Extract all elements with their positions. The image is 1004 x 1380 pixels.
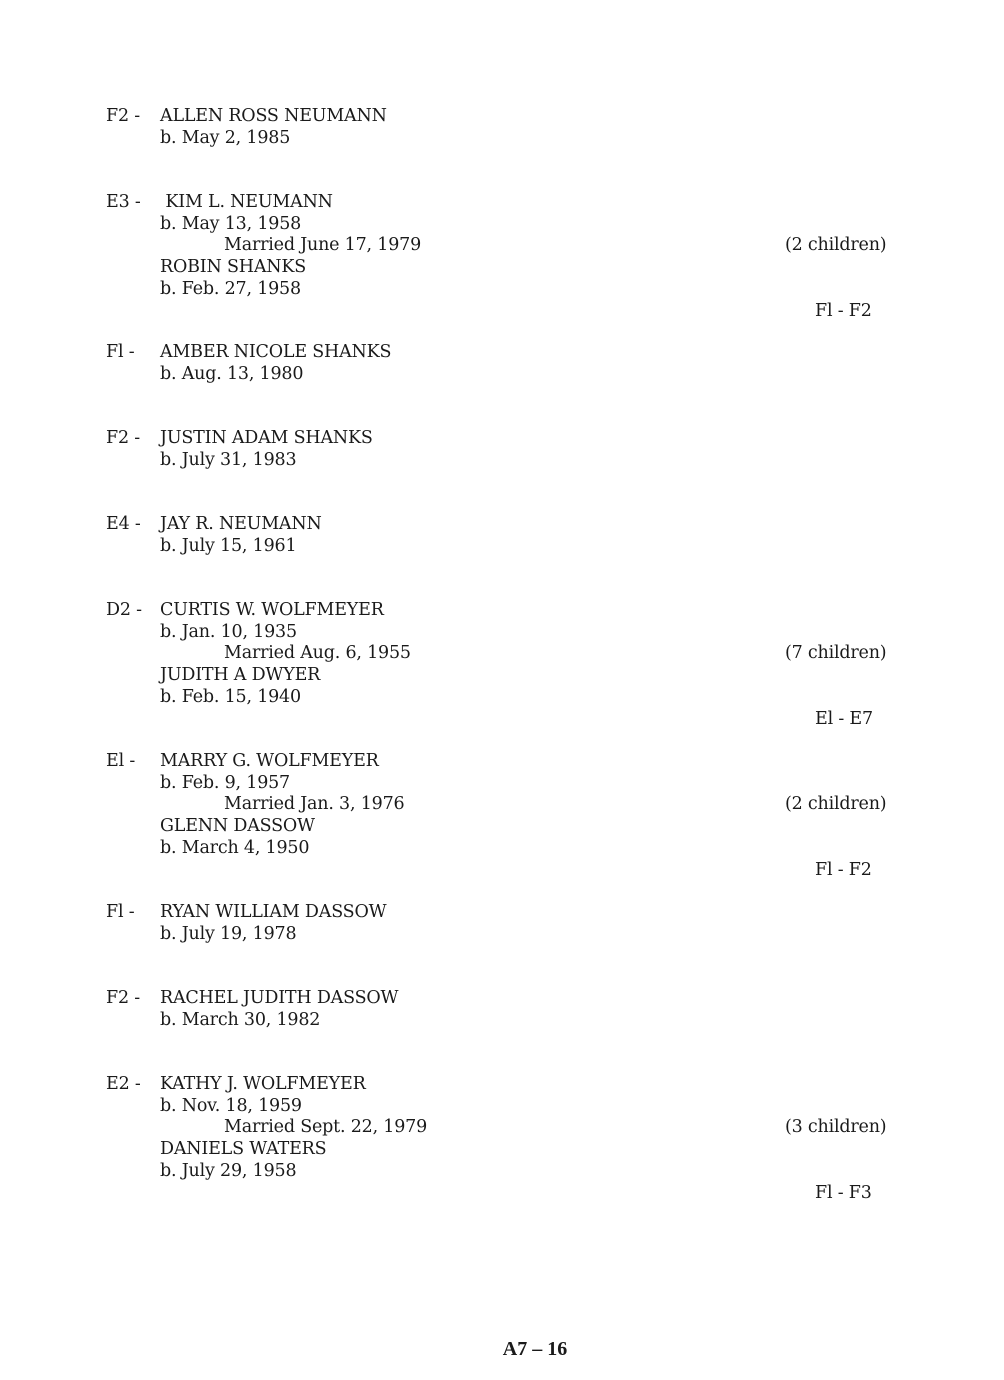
genealogy-entry — [106, 751, 946, 880]
person-name: KATHY J. WOLFMEYER — [160, 1074, 366, 1094]
birth-date: b. Feb. 9, 1957 — [160, 772, 290, 793]
generation-code: Fl - — [106, 902, 135, 922]
person-name: MARRY G. WOLFMEYER — [160, 751, 379, 771]
birth-date: b. July 31, 1983 — [160, 449, 297, 470]
children-count: (3 children) — [785, 1117, 887, 1138]
entry-heading — [106, 988, 946, 1010]
marriage-date: Married Sept. 22, 1979 — [224, 1117, 428, 1138]
spouse-name: JUDITH A DWYER — [160, 665, 321, 686]
spouse-name: ROBIN SHANKS — [160, 257, 307, 278]
entry-heading — [106, 428, 946, 450]
children-range: Fl - F2 — [815, 859, 872, 880]
spouse-name: DANIELS WATERS — [160, 1139, 327, 1160]
person-name: JUSTIN ADAM SHANKS — [160, 428, 373, 448]
birth-date: b. May 13, 1958 — [160, 213, 302, 234]
person-name: ALLEN ROSS NEUMANN — [160, 106, 387, 126]
person-name: CURTIS W. WOLFMEYER — [160, 600, 384, 620]
birth-date: b. March 30, 1982 — [160, 1009, 321, 1030]
genealogy-entry — [106, 106, 946, 149]
children-note — [785, 600, 886, 774]
genealogy-entry — [106, 902, 946, 945]
spouse-birth-date: b. July 29, 1958 — [160, 1160, 297, 1181]
page-number: A7 – 16 — [502, 1338, 568, 1360]
birth-date: b. May 2, 1985 — [160, 127, 291, 148]
genealogy-entry — [106, 1074, 946, 1203]
spouse-name: GLENN DASSOW — [160, 816, 315, 837]
generation-code: El - — [106, 751, 136, 771]
generation-code: Fl - — [106, 342, 135, 362]
children-range: Fl - F3 — [815, 1182, 872, 1203]
entry-heading — [106, 902, 946, 924]
spouse-birth-date: b. Feb. 27, 1958 — [160, 278, 301, 299]
children-range: El - E7 — [815, 708, 873, 729]
genealogy-entry — [106, 428, 946, 471]
generation-code: F2 - — [106, 106, 140, 126]
birth-date: b. Aug. 13, 1980 — [160, 363, 304, 384]
children-count: (2 children) — [785, 794, 887, 815]
generation-code: F2 - — [106, 988, 140, 1008]
generation-code: D2 - — [106, 600, 142, 620]
person-name: AMBER NICOLE SHANKS — [160, 342, 392, 362]
marriage-date: Married June 17, 1979 — [224, 235, 422, 256]
marriage-date: Married Aug. 6, 1955 — [224, 643, 411, 664]
generation-code: F2 - — [106, 428, 140, 448]
children-note — [785, 1074, 886, 1248]
generation-code: E3 - — [106, 192, 141, 212]
entry-heading — [106, 342, 946, 364]
generation-code: E2 - — [106, 1074, 141, 1094]
birth-date: b. July 19, 1978 — [160, 923, 297, 944]
children-count: (2 children) — [785, 235, 887, 256]
marriage-date: Married Jan. 3, 1976 — [224, 794, 405, 815]
birth-date: b. July 15, 1961 — [160, 535, 297, 556]
children-count: (7 children) — [785, 643, 887, 664]
person-name: JAY R. NEUMANN — [160, 514, 322, 534]
children-note — [785, 751, 886, 925]
genealogy-entry — [106, 600, 946, 729]
person-name: RYAN WILLIAM DASSOW — [160, 902, 387, 922]
person-name: KIM L. NEUMANN — [160, 192, 333, 212]
birth-date: b. Jan. 10, 1935 — [160, 621, 297, 642]
person-name: RACHEL JUDITH DASSOW — [160, 988, 399, 1008]
genealogy-entry — [106, 988, 946, 1031]
genealogy-entry — [106, 192, 946, 321]
genealogy-entry — [106, 342, 946, 385]
spouse-birth-date: b. Feb. 15, 1940 — [160, 686, 301, 707]
spouse-birth-date: b. March 4, 1950 — [160, 837, 310, 858]
birth-date: b. Nov. 18, 1959 — [160, 1095, 302, 1116]
entry-heading — [106, 106, 946, 128]
generation-code: E4 - — [106, 514, 141, 534]
children-range: Fl - F2 — [815, 300, 872, 321]
children-note — [785, 192, 886, 366]
entry-heading — [106, 514, 946, 536]
genealogy-entry — [106, 514, 946, 557]
